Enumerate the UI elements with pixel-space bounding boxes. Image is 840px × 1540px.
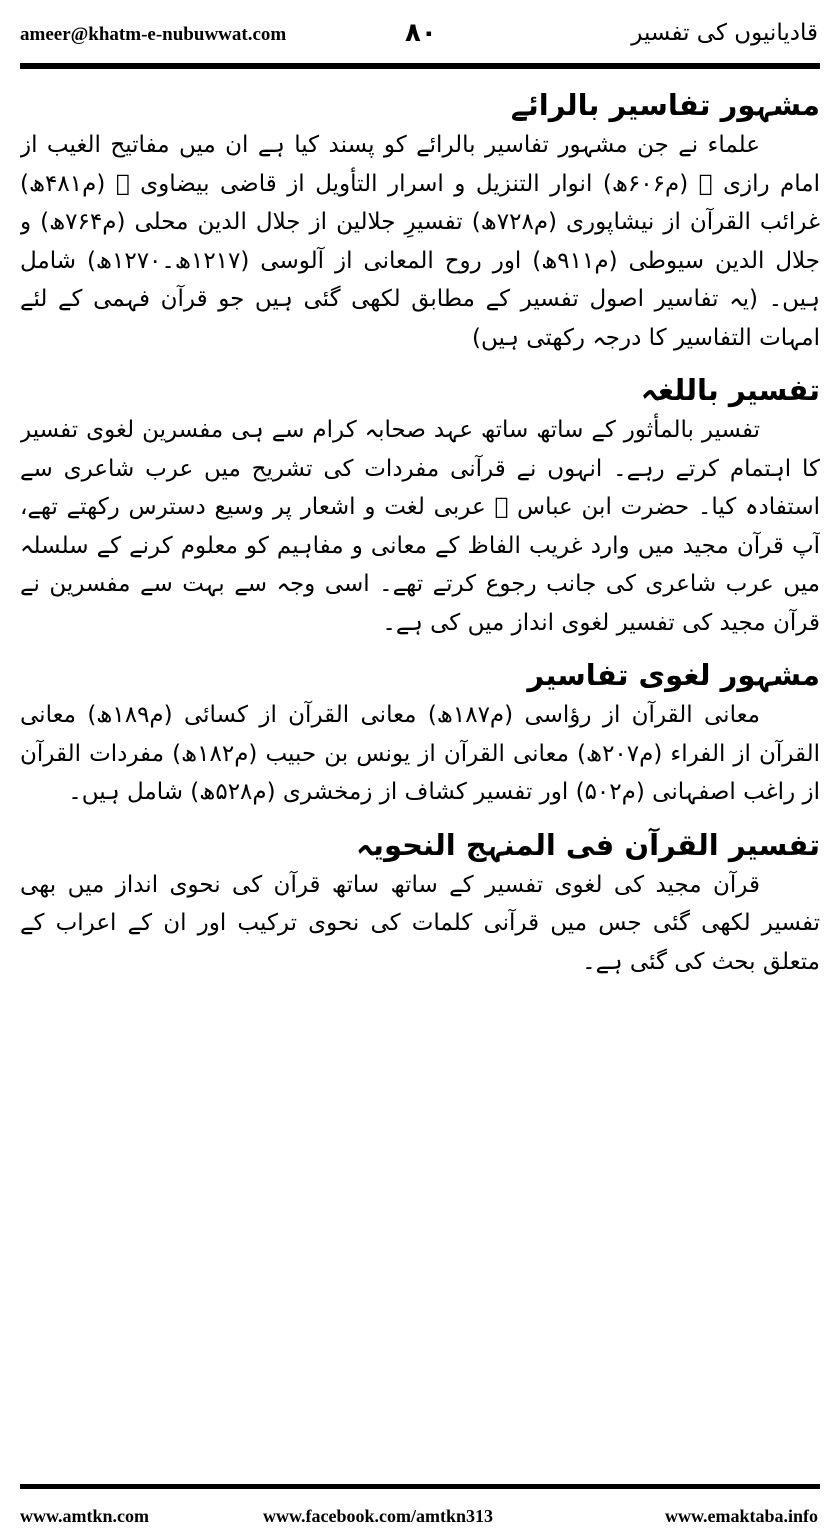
book-title: قادیانیوں کی تفسیر xyxy=(631,20,818,46)
header-email: ameer@khatm-e-nubuwwat.com xyxy=(20,24,287,45)
header-rule xyxy=(20,63,820,69)
page-header xyxy=(0,0,840,70)
page-content xyxy=(20,84,820,1456)
section-heading-tafaseer-bir-rai: مشہور تفاسیر بالرائے xyxy=(510,88,820,122)
footer-link-facebook[interactable]: www.facebook.com/amtkn313 xyxy=(263,1506,493,1526)
section-paragraph: معانی القرآن از رؤاسی (م۱۸۷ھ) معانی القرآن از کسائی (م۱۸۹ھ) معانی القرآن از الفراء (م۲۰۷ھ) معانی القرآن از یونس بن حبیب (م۱۸۲ھ) مفردات القرآن از راغب اصفہانی (م۵۰۲) اور تفسیر کشاف از زمخشری (م۵۲۸ھ) شامل ہیں۔ xyxy=(20,702,820,805)
section-heading-lughawi-tafaseer: مشہور لغوی تفاسیر xyxy=(527,658,820,692)
page-number: ۸۰ xyxy=(405,18,437,48)
section-paragraph: قرآن مجید کی لغوی تفسیر کے ساتھ ساتھ قرآن کی نحوی انداز میں بھی تفسیر لکھی گئی جس میں قرآنی کلمات کی نحوی ترکیب اور ان کے اعراب کے متعلق بحث کی گئی ہے۔ xyxy=(20,871,820,975)
footer-link-emaktaba[interactable]: www.emaktaba.info xyxy=(664,1506,818,1526)
section-paragraph: تفسیر بالمأثور کے ساتھ ساتھ عہد صحابہ کرام سے ہی مفسرین لغوی تفسیر کا اہتمام کرتے رہے۔ انہوں نے قرآنی مفردات کی تشریح میں عرب شاعری سے استفادہ کیا۔ حضرت ابن عباس ﷛ عربی لغت و اشعار پر وسیع دسترس رکھتے تھے، آپ قرآن مجید میں وارد غریب الفاظ کے معانی و مفاہیم کو معلوم کرنے کے سلسلہ میں عرب شاعری کی جانب رجوع کرتے تھے۔ اسی وجہ سے بہت سے مفسرین نے قرآن مجید کی تفسیر لغوی انداز میں کی ہے۔ xyxy=(20,417,820,636)
section-heading-manhaj-nahwiyyah: تفسیر القرآن فی المنہج النحویہ xyxy=(356,827,820,862)
section-paragraph: علماء نے جن مشہور تفاسیر بالرائے کو پسند کیا ہے ان میں مفاتیح الغیب از امام رازی ﷫ (م۶۰۶ھ) انوار التنزیل و اسرار التأویل از قاضی بیضاوی ﷫ (م۴۸۱ھ) غرائب القرآن از نیشاپوری (م۷۲۸ھ) تفسیرِ جلالین از جلال الدین محلی (م۷۶۴ھ) و جلال الدین سیوطی (م۹۱۱ھ) اور روح المعانی از آلوسی (۱۲۱۷ھ۔۱۲۷۰ھ) شامل ہیں۔ (یہ تفاسیر اصول تفسیر کے مطابق لکھی گئی ہیں جو قرآن فہمی کے لئے امہات التفاسیر کا درجہ رکھتی ہیں) xyxy=(20,132,820,351)
page-footer xyxy=(0,1496,840,1536)
section-heading-tafseer-bil-lughah: تفسیر باللغہ xyxy=(640,373,820,407)
footer-rule xyxy=(20,1484,820,1489)
footer-link-amtkn[interactable]: www.amtkn.com xyxy=(20,1506,149,1526)
